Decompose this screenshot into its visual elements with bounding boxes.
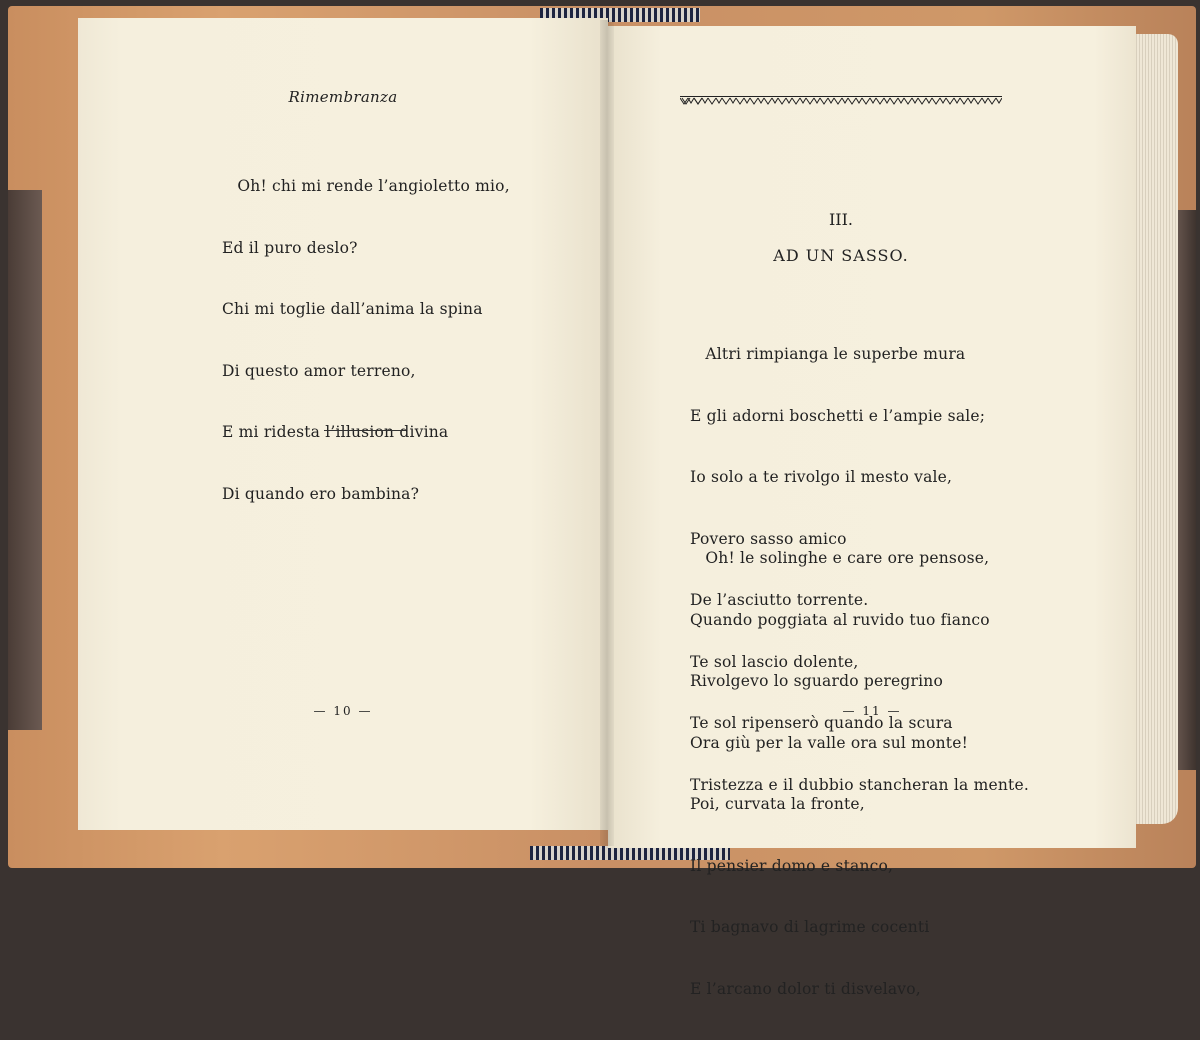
ornamental-border-icon xyxy=(680,96,1002,107)
poem-stanza xyxy=(690,507,990,1040)
poem-line: Quando poggiata al ruvido tuo fianco xyxy=(690,610,990,629)
poem-line: Il pensier domo e stanco, xyxy=(690,856,894,875)
poem-line: Oh! le solinghe e care ore pensose, xyxy=(690,549,990,567)
poem-line: Di questo amor terreno, xyxy=(222,361,416,380)
poem-line: Altri rimpianga le superbe mura xyxy=(690,345,966,363)
poem-line: Ed il puro deslo? xyxy=(222,238,358,257)
poem-line: Ora giù per la valle ora sul monte! xyxy=(690,733,969,752)
poem-line: Povero sasso amico xyxy=(690,529,847,548)
poem-line: De l’asciutto torrente. xyxy=(690,591,869,609)
poem-line: Rivolgevo lo sguardo peregrino xyxy=(690,672,943,690)
book-gutter xyxy=(600,20,614,846)
poem-line: Di quando ero bambina? xyxy=(222,484,420,503)
poem-line: E gli adorni boschetti e l’ampie sale; xyxy=(690,406,986,425)
right-page xyxy=(608,26,1136,998)
poem-line: Ti bagnavo di lagrime cocenti xyxy=(690,918,930,936)
poem-line: Io solo a te rivolgo il mesto vale, xyxy=(690,468,953,486)
running-head: Rimembranza xyxy=(288,88,398,106)
section-number: III. xyxy=(828,210,854,229)
page-number: — 11 — xyxy=(842,704,902,718)
poem-line: E l’arcano dolor ti disvelavo, xyxy=(690,979,921,998)
poem-line: Chi mi toglie dall’anima la spina xyxy=(222,300,483,318)
poem-title: AD UN SASSO. xyxy=(773,246,909,265)
poem-line: E mi ridesta l’illusion divina xyxy=(222,423,449,441)
poem-line: Te sol lascio dolente, xyxy=(690,652,859,671)
cover-leather-left xyxy=(8,190,42,730)
end-rule-divider xyxy=(324,430,406,431)
poem-line: Tristezza e il dubbio stancheran la mente. xyxy=(690,775,1029,794)
poem-line: Oh! chi mi rende l’angioletto mio, xyxy=(222,177,510,195)
poem-stanza xyxy=(222,135,510,545)
poem-line: Te sol ripenserò quando la scura xyxy=(690,714,953,732)
left-page xyxy=(78,18,608,830)
poem-line: Poi, curvata la fronte, xyxy=(690,795,865,813)
page-number: — 10 — xyxy=(313,704,373,718)
